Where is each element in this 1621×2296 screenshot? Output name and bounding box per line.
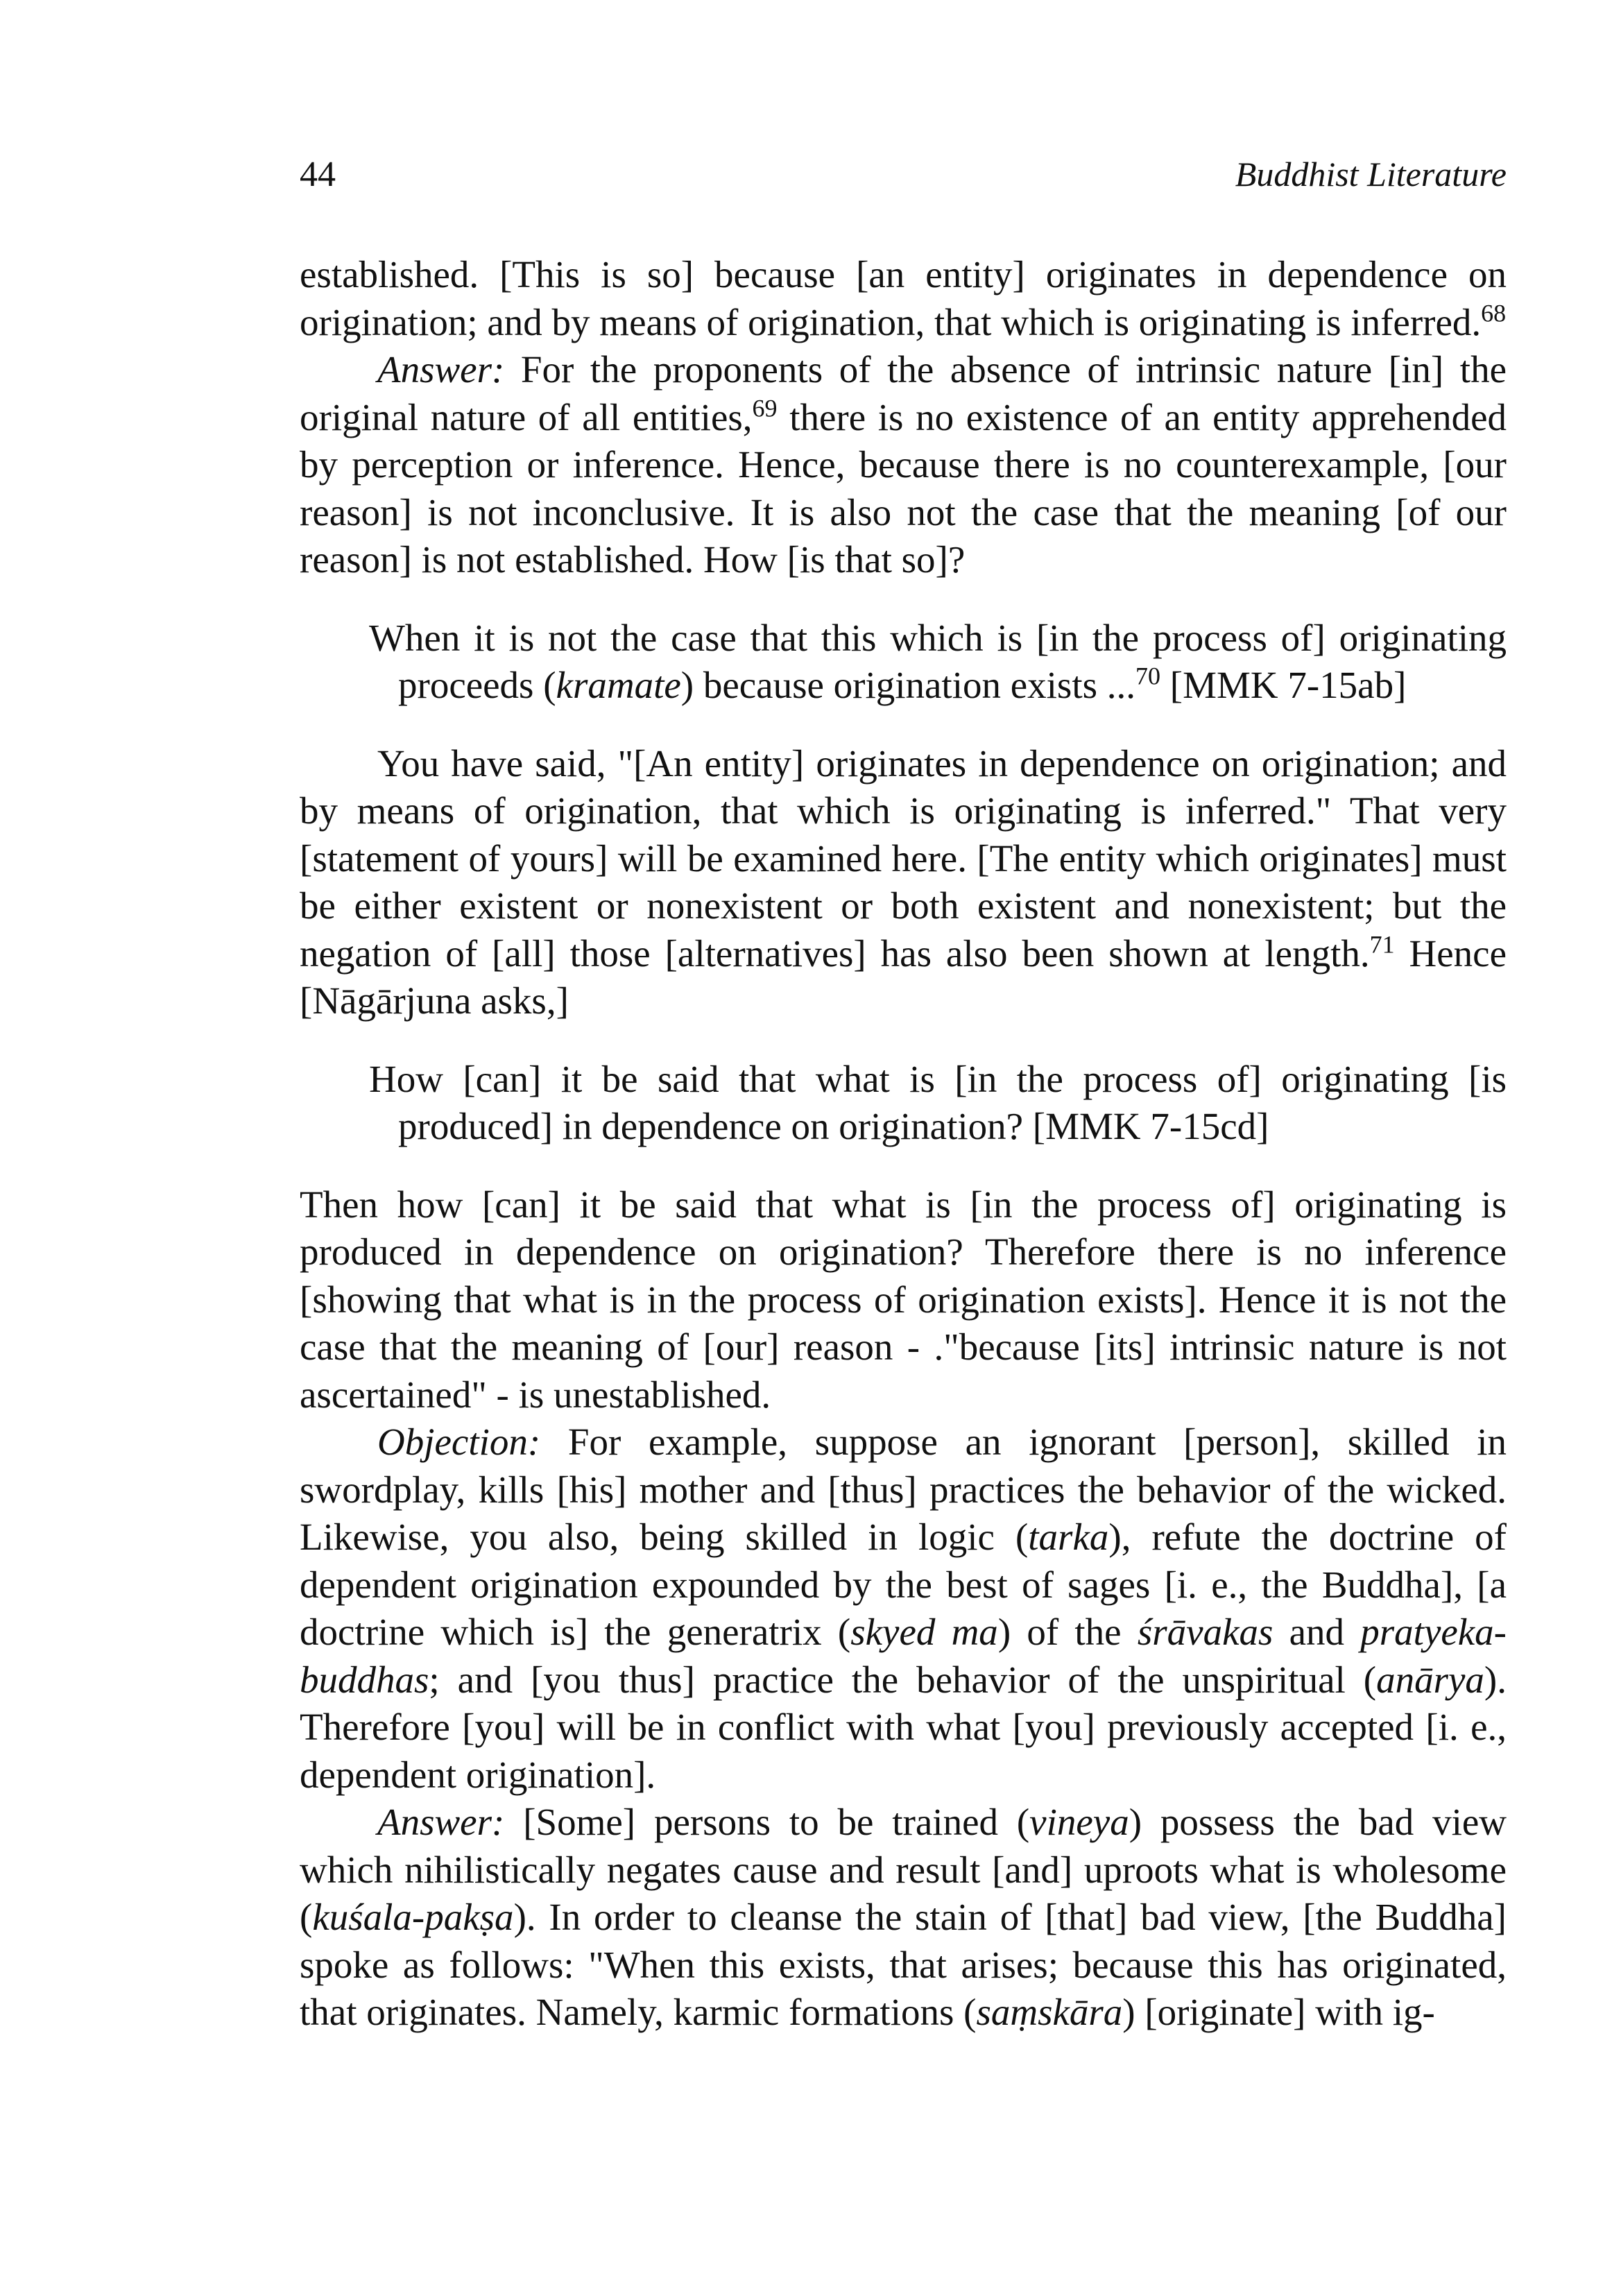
term-kusala-paksa: kuśala-pakṣa [312,1896,514,1938]
page-number: 44 [300,155,336,194]
paragraph-4 [300,1181,1507,1419]
paragraph-5-text-e: ; and [you thus] practice the behavior of the unspiritual ( [429,1658,1377,1701]
running-title: Buddhist Literature [1235,155,1507,194]
paragraph-6-text-a: [Some] persons to be trained ( [504,1801,1030,1843]
paragraph-4-text: Then how [can] it be said that what is [in the process of] originating is produced in dependence on origination? Therefore there is no inference [showing that what is in the process of origination exists]. Hence it is not the case that the meaning of [our] reason - ."because [its] intrinsic nature is not ascertained" - is unestablished. [300,1183,1507,1416]
footnote-ref-70: 70 [1135,662,1161,690]
paragraph-3 [300,740,1507,1025]
paragraph-5-text-c: ) of the [997,1611,1138,1653]
verse-quote-2 [369,1056,1507,1151]
page-header [300,154,1507,196]
answer-label: Answer: [377,348,505,391]
footnote-ref-68: 68 [1481,299,1507,327]
term-pratyekabuddhas: pratyeka-buddhas [300,1611,1507,1701]
paragraph-6-text-b: ) possess the bad view which nihilistically negates cause and result [and] uproots what is wholesome ( [300,1801,1507,1938]
paragraph-5 [300,1419,1507,1799]
paragraph-3-text-a: You have said, "[An entity] originates in dependence on origination; and by means of origination, that which is originating is inferred." That very [statement of yours] will be examined here. [The entity which originates] must be either existent or nonexistent or both existent and nonexistent; but the negation of [all] those [alternatives] has also been shown at length. [300,742,1507,975]
paragraph-5-text-b: ), refute the doctrine of dependent origination expounded by the best of sages [i. e., the Buddha], [a doctrine which is] the generatrix ( [300,1516,1507,1653]
paragraph-2-text-a: For the proponents of the absence of intrinsic nature [in] the original nature of all entities, [300,348,1507,438]
verse-1-text-a: When it is not the case that this which is [in the process of] originating proceeds ( [369,616,1507,706]
objection-label: Objection: [377,1421,541,1463]
paragraph-5-text-d: and [1273,1611,1361,1653]
paragraph-6 [300,1799,1507,2037]
paragraph-6-text-c: ). In order to cleanse the stain of [that] bad view, [the Buddha] spoke as follows: "When this exists, that arises; because this has originated, that originates. Namely, karmic formations ( [300,1896,1507,2033]
footnote-ref-69: 69 [752,394,778,422]
page-body [300,251,1507,2037]
paragraph-3-text-b: Hence [Nāgārjuna asks,] [300,932,1507,1022]
footnote-ref-71: 71 [1369,930,1395,959]
verse-2-text: How [can] it be said that what is [in the process of] originating [is produced] in dependence on origination? [MMK 7-15cd] [369,1057,1507,1147]
paragraph-2 [300,346,1507,584]
term-kramate: kramate [556,664,681,706]
term-tarka: tarka [1028,1516,1109,1558]
term-samskara: saṃskāra [976,1991,1123,2033]
paragraph-1-text: established. [This is so] because [an entity] originates in dependence on origination; and by means of origination, that which is originating is inferred. [300,253,1507,343]
paragraph-6-text-d: ) [originate] with ig- [1122,1991,1435,2033]
paragraph-5-text-f: ). Therefore [you] will be in conflict with what [you] previously accepted [i. e., dependent origination]. [300,1658,1507,1796]
paragraph-2-text-b: there is no existence of an entity apprehended by perception or inference. Hence, because there is no counterexample, [our reason] is not inconclusive. It is also not the case that the meaning [of our reason] is not established. How [is that so]? [300,395,1507,581]
paragraph-1 [300,251,1507,346]
term-vineya: vineya [1029,1801,1129,1843]
paragraph-5-text-a: For example, suppose an ignorant [person], skilled in swordplay, kills [his] mother and [thus] practices the behavior of the wicked. Likewise, you also, being skilled in logic ( [300,1421,1507,1558]
verse-quote-1 [369,615,1507,710]
answer-label-2: Answer: [377,1801,505,1843]
verse-1-citation: [MMK 7-15ab] [1160,664,1407,706]
term-sravakas: śrāvakas [1137,1611,1273,1653]
verse-1-text-b: ) because origination exists ... [680,664,1136,706]
term-anarya: anārya [1376,1658,1484,1701]
term-skyed-ma: skyed ma [850,1611,998,1653]
